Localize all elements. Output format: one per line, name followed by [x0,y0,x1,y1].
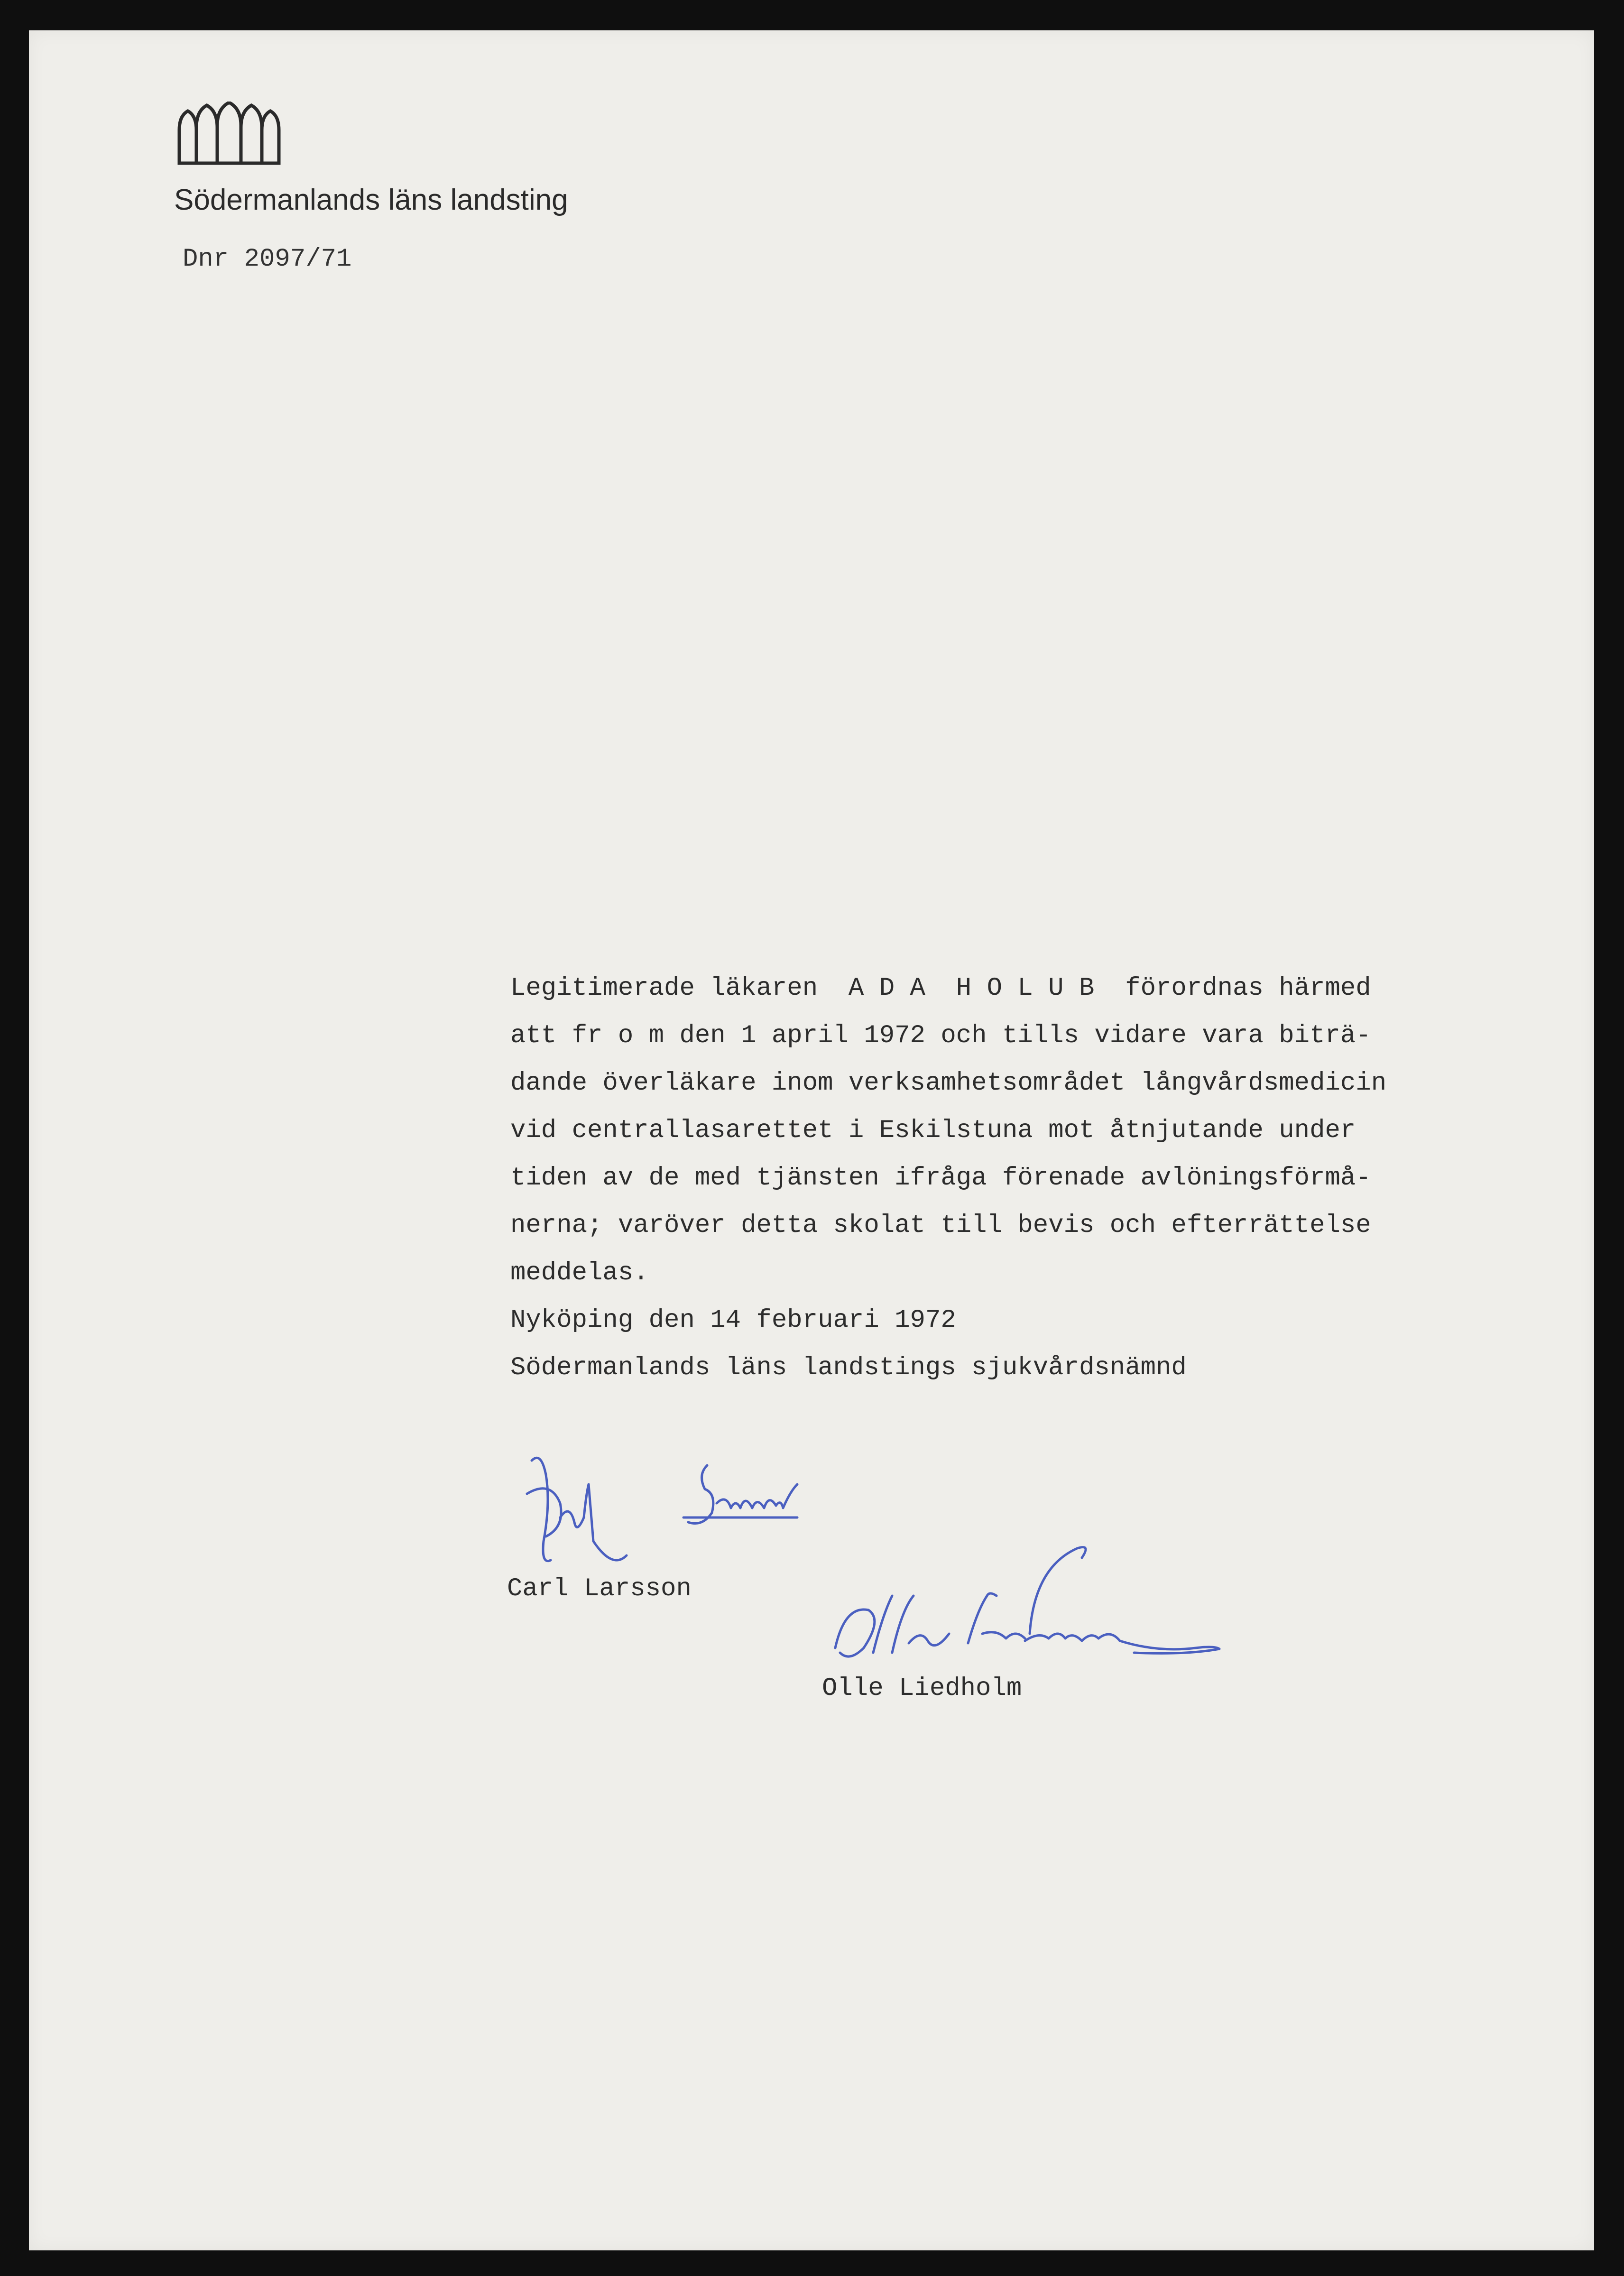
reference-number: Dnr 2097/71 [183,245,352,274]
signature-olle-liedholm [826,1539,1234,1686]
letter-page [29,30,1594,2250]
body-line: att fr o m den 1 april 1972 och tills vidare vara biträ- [510,1021,1371,1050]
organization-name: Södermanlands läns landsting [174,184,568,216]
date-line: Nyköping den 14 februari 1972 [510,1306,956,1335]
letter-body [510,965,1459,1392]
signer-name-carl-larsson: Carl Larsson [507,1574,692,1603]
body-line: tiden av de med tjänsten ifråga förenade avlöningsförmå- [510,1164,1371,1193]
issuer-line: Södermanlands läns landstings sjukvårdsnämnd [510,1353,1187,1382]
crown-lotus-logo [175,102,284,168]
signature-carl-larsson [517,1446,868,1584]
body-line: dande överläkare inom verksamhetsområdet långvårdsmedicin [510,1069,1387,1098]
signer-name-olle-liedholm: Olle Liedholm [822,1674,1022,1703]
body-line: nerna; varöver detta skolat till bevis och efterrättelse [510,1211,1371,1240]
body-line: Legitimerade läkaren A D A H O L U B förordnas härmed [510,974,1371,1003]
body-line: vid centrallasarettet i Eskilstuna mot åtnjutande under [510,1116,1356,1145]
body-line: meddelas. [510,1258,649,1287]
